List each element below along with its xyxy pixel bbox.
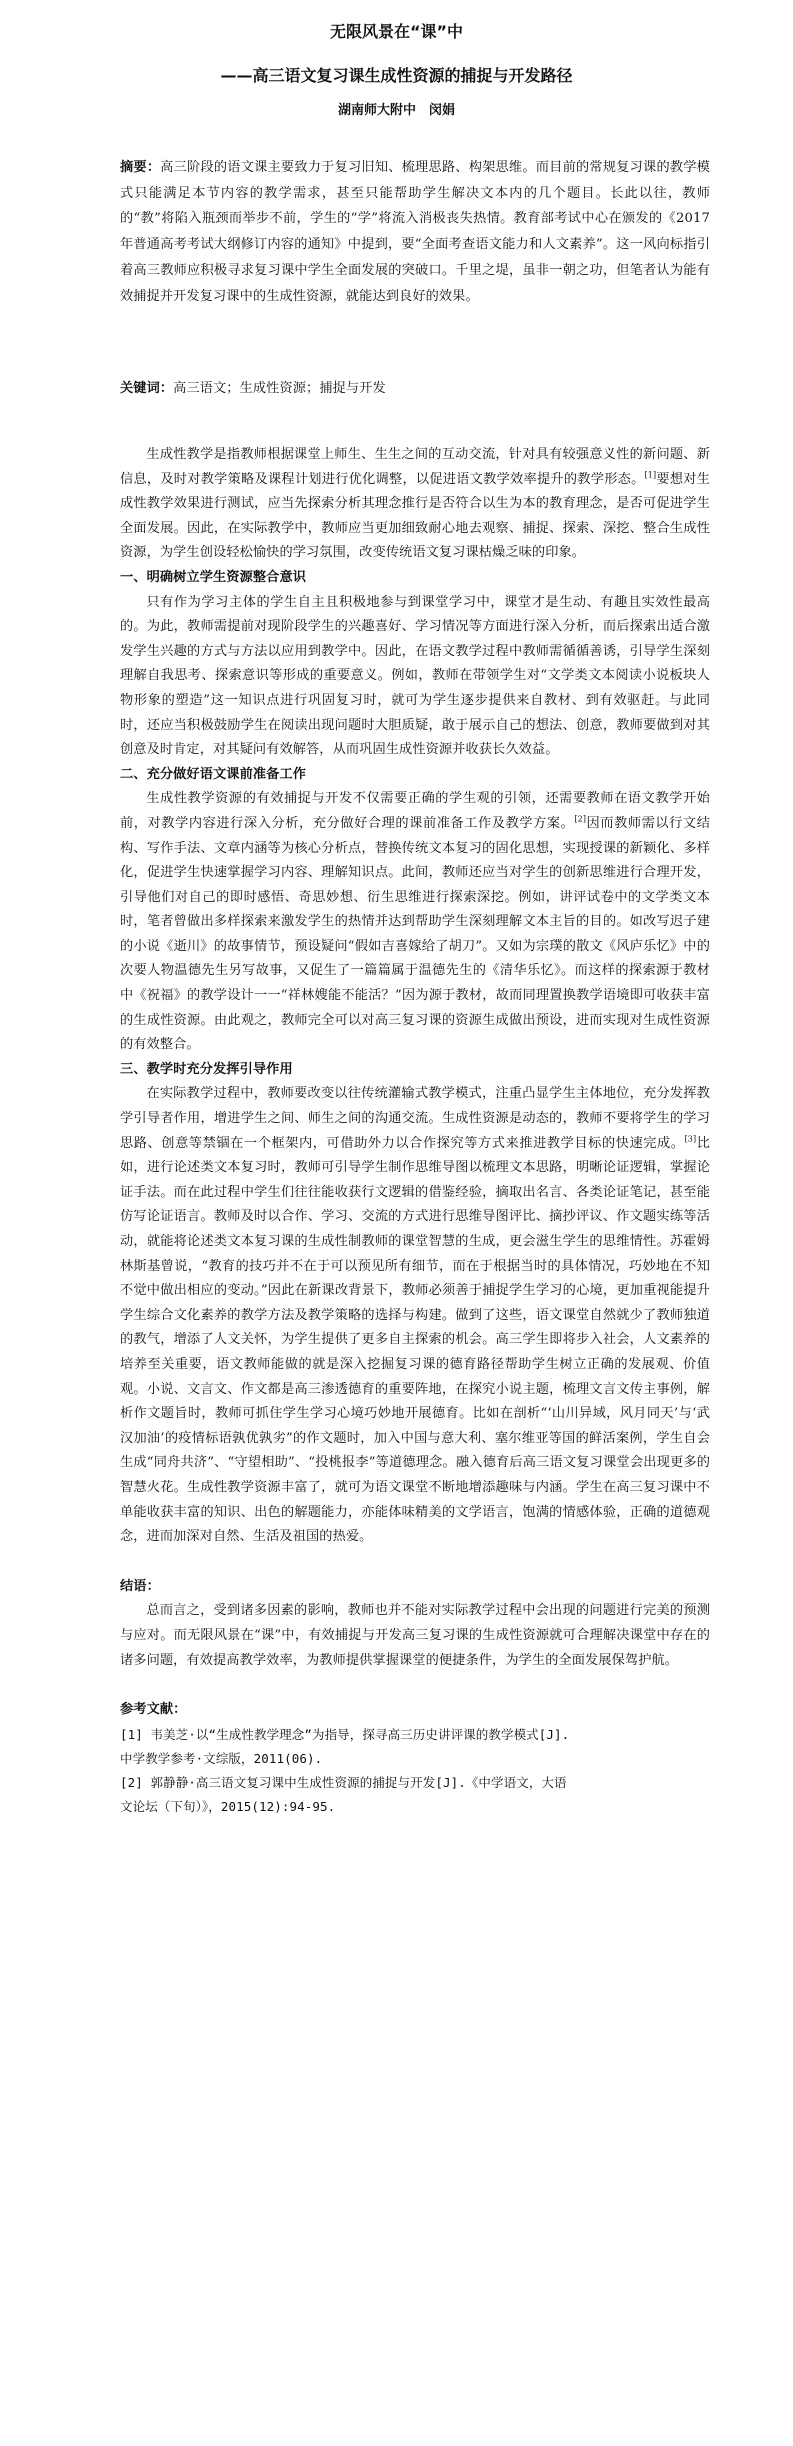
keywords-section	[120, 378, 710, 400]
paper-title: 无限风景在“课”中	[329, 22, 464, 41]
conclusion-heading: 结语：	[120, 1578, 160, 1594]
citation-mark: [1]	[644, 470, 657, 480]
reference-item-2-line-1: [2] 郭静静·高三语文复习课中生成性资源的捕捉与开发[J].《中学语文，大语	[120, 1774, 567, 1790]
section-heading-1: 一、明确树立学生资源整合意识	[120, 569, 307, 585]
body-section	[120, 443, 710, 1819]
abstract-section	[120, 155, 710, 309]
section-3-paragraph: 在实际教学过程中，教师要改变以往传统灌输式教学模式，注重凸显学生主体地位，充分发挥教学引导者作用，增进学生之间、师生之间的沟通交流。生成性资源是动态的，教师不要将学生的学习思路、创意等禁锢在一个框架内，可借助外力以合作探究等方式来推进教学目标的快速完成。[3]比如，进行论述类文本复习时，教师可引导学生制作思维导图以梳理文本思路，明晰论证逻辑，掌握论证手法。而在此过程中学生们往往能收获行文逻辑的借鉴经验，摘取出名言、各类论证笔记，甚至能仿写论证语言。教师及时以合作、学习、交流的方式进行思维导图评比、摘抄评议、作文题实练等活动，就能将论述类文本复习课的生成性制教师的课堂智慧的生成，更会滋生学生的思维情性。苏霍姆林斯基曾说，“教育的技巧并不在于可以预见所有细节，而在于根据当时的具体情况，巧妙地在不知不觉中做出相应的变动。”因此在新课改背景下，教师必须善于捕捉学生学习的心境，更加重视能提升学生综合文化素养的教学方法及教学策略的选择与构建。做到了这些，语文课堂自然就少了教师独道的教气，增添了人文关怀，为学生提供了更多自主探索的机会。高三学生即将步入社会，人文素养的培养至关重要，语文教师能做的就是深入挖掘复习课的德育路径帮助学生树立正确的发展观、价值观。小说、文言文、作文都是高三渗透德育的重要阵地，在探究小说主题，梳理文言文传主事例，解析作文题旨时，教师可抓住学生学习心境巧妙地开展德育。比如在剖析“‘山川异域，风月同天’与‘武汉加油’的疫情标语孰优孰劣”的作文题时，加入中国与意大利、塞尔维亚等国的鲜活案例，学生自会生成“同舟共济”、“守望相助”、“投桃报李”等道德理念。融入德育后高三语文复习课堂会出现更多的智慧火花。生成性教学资源丰富了，就可为语文课堂不断地增添趣味与内涵。学生在高三复习课中不单能收获丰富的知识、出色的解题能力，亦能体味精美的文学语言，饱满的情感体验，正确的道德观念，进而加深对自然、生活及祖国的热爱。	[120, 1086, 710, 1545]
reference-item-1-line-2: 中学教学参考·文综版，2011(06).	[120, 1750, 323, 1766]
author-line: 湖南师大附中 闵娟	[337, 103, 455, 118]
reference-item-2-line-2: 文论坛（下旬）》，2015(12):94-95.	[120, 1798, 336, 1814]
intro-paragraph: 生成性教学是指教师根据课堂上师生、生生之间的互动交流，针对具有较强意义性的新问题、新信息，及时对教学策略及课程计划进行优化调整，以促进语文教学效率提升的教学形态。[1]要想对生成性教学效果进行测试，应当先探索分析其理念推行是否符合以生为本的教育理念，是否可促进学生全面发展。因此，在实际教学中，教师应当更加细致耐心地去观察、捕捉、探索、深挖、整合生成性资源，为学生创设轻松愉快的学习氛围，改变传统语文复习课枯燥乏味的印象。	[120, 447, 710, 561]
abstract-label: 摘要：	[120, 160, 161, 175]
citation-mark: [3]	[684, 1134, 697, 1144]
keywords-label: 关键词：	[120, 381, 174, 396]
abstract-text: 高三阶段的语文课主要致力于复习旧知、梳理思路、构架思维。而目前的常规复习课的教学模式只能满足本节内容的教学需求，甚至只能帮助学生解决文本内的几个题目。长此以往，教师的“教”将陷入瓶颈而举步不前，学生的“学”将流入消极丧失热情。教育部考试中心在颁发的《2017年普通高考考试大纲修订内容的通知》中提到，要“全面考查语文能力和人文素养”。这一风向标指引着高三教师应积极寻求复习课中学生全面发展的突破口。千里之堤，虽非一朝之功，但笔者认为能有效捕捉并开发复习课中的生成性资源，就能达到良好的效果。	[120, 160, 710, 304]
section-heading-2: 二、充分做好语文课前准备工作	[120, 766, 307, 782]
section-heading-3: 三、教学时充分发挥引导作用	[120, 1061, 293, 1077]
paper-subtitle: ——高三语文复习课生成性资源的捕捉与开发路径	[220, 66, 573, 85]
section-2-paragraph: 生成性教学资源的有效捕捉与开发不仅需要正确的学生观的引领，还需要教师在语文教学开始前，对教学内容进行深入分析，充分做好合理的课前准备工作及教学方案。[2]因而教师需以行文结构、写作手法、文章内涵等为核心分析点，替换传统文本复习的固化思想，实现授课的新颖化、多样化，促进学生快速掌握学习内容、理解知识点。此间，教师还应当对学生的创新思维进行合理开发，引导他们对自己的即时感悟、奇思妙想、衍生思维进行探索深挖。例如，讲评试卷中的文学类文本时，笔者曾做出多样探索来激发学生的热情并达到帮助学生深刻理解文本主旨的目的。如改写迟子建的小说《逝川》的故事情节，预设疑问“假如吉喜嫁给了胡刀”。又如为宗璞的散文《风庐乐忆》中的次要人物温德先生另写故事，又促生了一篇篇属于温德先生的《清华乐忆》。而这样的探索源于教材中《祝福》的教学设计一一“祥林嫂能不能活？”因为源于教材，故而同理置换教学语境即可收获丰富的生成性资源。由此观之，教师完全可以对高三复习课的资源生成做出预设，进而实现对生成性资源的有效整合。	[120, 791, 710, 1053]
conclusion-paragraph: 总而言之，受到诸多因素的影响，教师也并不能对实际教学过程中会出现的问题进行完美的预测与应对。而无限风景在“课”中，有效捕捉与开发高三复习课的生成性资源就可合理解决课堂中存在的诸多问题，有效提高教学效率，为教师提供掌握课堂的便捷条件，为学生的全面发展保驾护航。	[120, 1603, 710, 1668]
references-heading: 参考文献：	[120, 1702, 187, 1718]
reference-item-1-line-1: [1] 韦美芝·以“生成性教学理念”为指导，探寻高三历史讲评课的教学模式[J].	[120, 1726, 570, 1742]
section-1-paragraph: 只有作为学习主体的学生自主且积极地参与到课堂学习中，课堂才是生动、有趣且实效性最高的。为此，教师需提前对现阶段学生的兴趣喜好、学习情况等方面进行深入分析，而后探索出适合激发学生兴趣的方式与方法以应用到教学中。因此，在语文教学过程中教师需循循善诱，引导学生深刻理解自我思考、探索意识等形成的重要意义。例如，教师在带领学生对“文学类文本阅读小说板块人物形象的塑造”这一知识点进行巩固复习时，就可为学生逐步提供来自教材、到有效驱赶。与此同时，还应当积极鼓励学生在阅读出现问题时大胆质疑，敢于展示自己的想法、创意，教师要做到对其创意及时肯定，对其疑问有效解答，从而巩固生成性资源并收获长久效益。	[120, 594, 710, 758]
citation-mark: [2]	[574, 814, 587, 824]
keywords-text: 高三语文；生成性资源；捕捉与开发	[173, 381, 386, 396]
references-list	[120, 1723, 710, 1819]
